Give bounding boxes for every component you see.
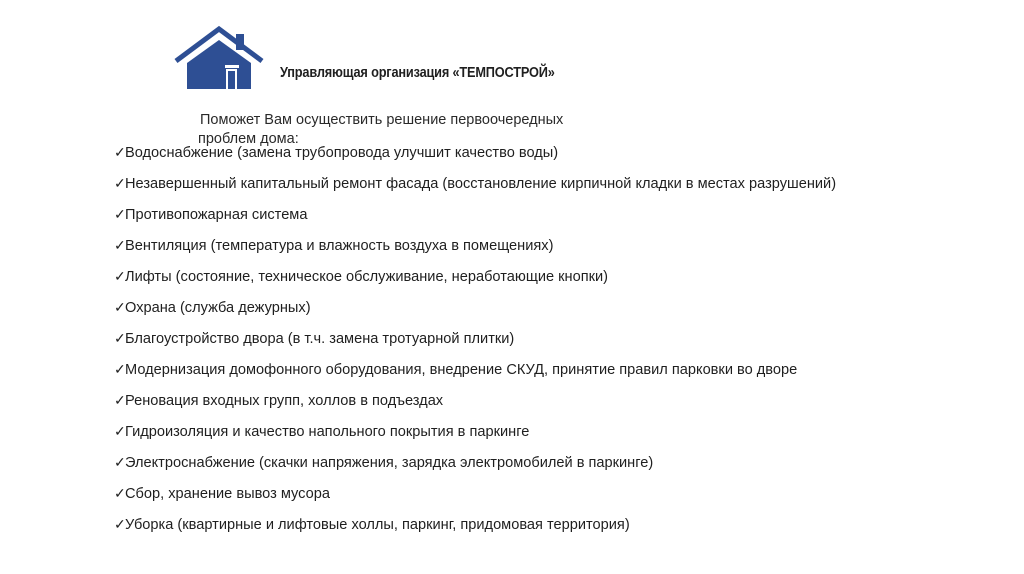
list-item [114, 390, 836, 421]
list-item [114, 142, 836, 173]
checkmark-icon: ✓ [114, 268, 126, 284]
list-item-text: Охрана (служба дежурных) [125, 300, 311, 316]
list-item [114, 266, 836, 297]
list-item-text: Уборка (квартирные и лифтовые холлы, паркинг, придомовая территория) [125, 517, 630, 533]
house-icon [173, 25, 265, 91]
list-item [114, 328, 836, 359]
checkmark-icon: ✓ [114, 206, 126, 222]
list-item-text: Сбор, хранение вывоз мусора [125, 486, 330, 502]
checkmark-icon: ✓ [114, 330, 126, 346]
list-item [114, 173, 836, 204]
list-item-text: Вентиляция (температура и влажность воздуха в помещениях) [125, 238, 554, 254]
checkmark-icon: ✓ [114, 485, 126, 501]
list-item-text: Лифты (состояние, техническое обслуживание, неработающие кнопки) [125, 269, 609, 285]
checkmark-icon: ✓ [114, 175, 126, 191]
list-item-text: Водоснабжение (замена трубопровода улучшит качество воды) [125, 145, 559, 161]
company-title: Управляющая организация «ТЕМПОСТРОЙ» [280, 65, 555, 81]
intro-line-1: Поможет Вам осуществить решение первоочередных [200, 112, 564, 128]
list-item-text: Реновация входных групп, холлов в подъездах [125, 393, 444, 409]
list-item-text: Незавершенный капитальный ремонт фасада (восстановление кирпичной кладки в местах разрушений) [125, 176, 837, 192]
list-item-text: Электроснабжение (скачки напряжения, зарядка электромобилей в паркинге) [125, 455, 654, 471]
intro-line-2: проблем дома: [198, 131, 299, 147]
problem-list [114, 142, 836, 545]
list-item-text: Модернизация домофонного оборудования, внедрение СКУД, принятие правил парковки во дворе [125, 362, 798, 378]
list-item [114, 421, 836, 452]
checkmark-icon: ✓ [114, 516, 126, 532]
checkmark-icon: ✓ [114, 361, 126, 377]
list-item [114, 204, 836, 235]
checkmark-icon: ✓ [114, 392, 126, 408]
list-item [114, 359, 836, 390]
list-item-text: Благоустройство двора (в т.ч. замена тротуарной плитки) [125, 331, 515, 347]
checkmark-icon: ✓ [114, 423, 126, 439]
checkmark-icon: ✓ [114, 454, 126, 470]
list-item [114, 514, 836, 545]
checkmark-icon: ✓ [114, 144, 126, 160]
list-item [114, 235, 836, 266]
list-item-text: Гидроизоляция и качество напольного покрытия в паркинге [125, 424, 530, 440]
list-item [114, 483, 836, 514]
list-item [114, 297, 836, 328]
checkmark-icon: ✓ [114, 237, 126, 253]
list-item [114, 452, 836, 483]
list-item-text: Противопожарная система [125, 207, 308, 223]
checkmark-icon: ✓ [114, 299, 126, 315]
